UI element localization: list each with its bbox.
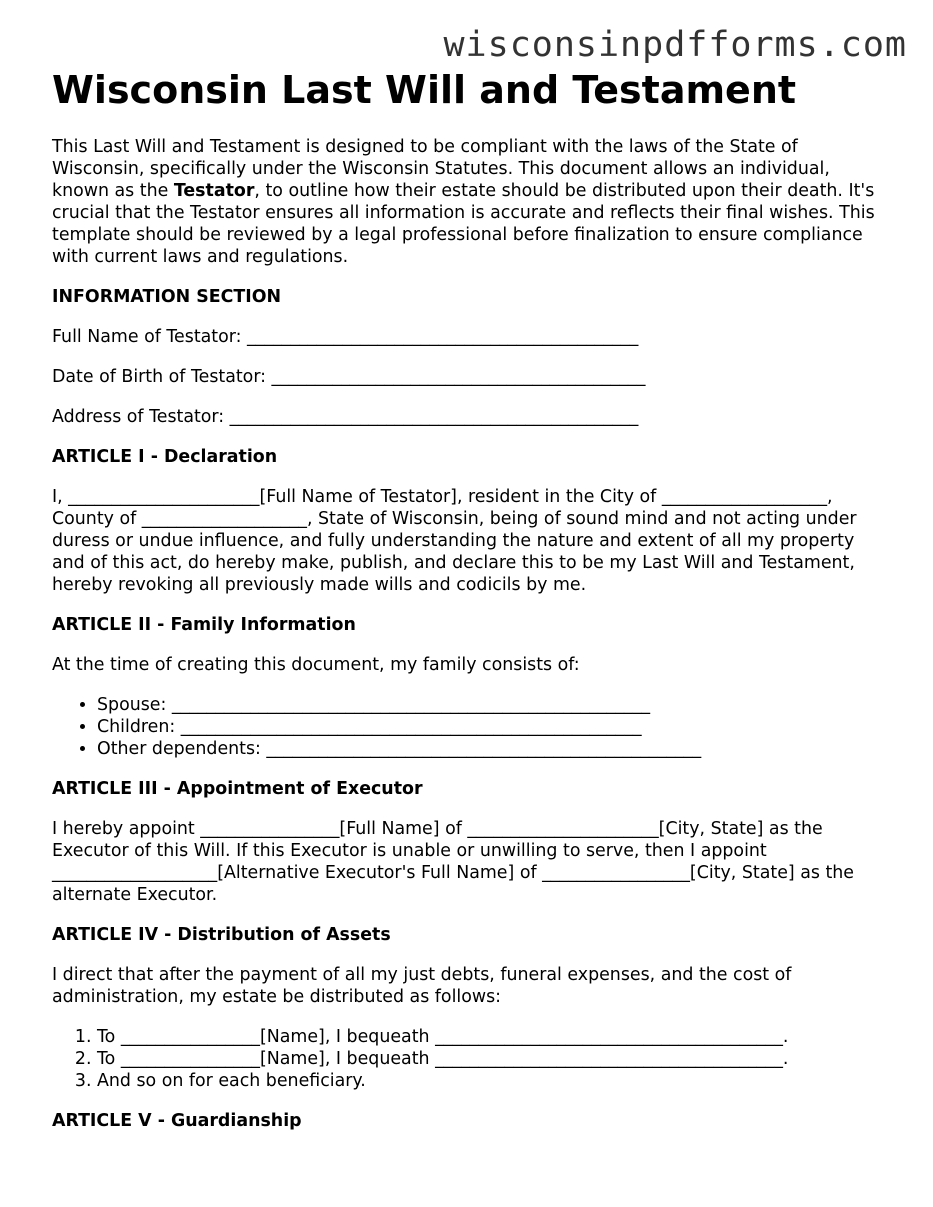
list-item: • Children: _____________________________________________________ — [97, 716, 892, 738]
list-item: 3. And so on for each beneficiary. — [97, 1070, 892, 1092]
article-1-text: I, ______________________[Full Name of Testator], resident in the City of ___________________, County of ___________________, State of Wisconsin, being of sound mind and not acting under duress or undue influence, and fully understanding the nature and extent of all my property and of this act, do hereby make, publish, and declare this to be my Last Will and Testament, hereby revoking all previously made wills and codicils by me. — [52, 487, 857, 595]
intro-paragraph — [52, 136, 892, 268]
family-list — [52, 694, 892, 760]
article-4-text: I direct that after the payment of all my just debts, funeral expenses, and the cost of administration, my estate be distributed as follows: — [52, 965, 792, 1007]
distribution-list — [52, 1026, 892, 1092]
document-title: Wisconsin Last Will and Testament — [52, 68, 797, 112]
article-5-heading: ARTICLE V - Guardianship — [52, 1111, 302, 1131]
full-name-field: Full Name of Testator: _____________________________________________ — [52, 327, 639, 347]
article-1-heading: ARTICLE I - Declaration — [52, 447, 278, 467]
intro-bold-term: Testator — [173, 181, 255, 201]
article-2-text: At the time of creating this document, my family consists of: — [52, 655, 580, 675]
list-item: • Other dependents: __________________________________________________ — [97, 738, 892, 760]
article-3-text: I hereby appoint ________________[Full Name] of ______________________[City, State] as the Executor of this Will. If this Executor is unable or unwilling to serve, then I appoint ___________________[Alternative Executor's Full Name] of _________________[City, State] as the alternate Executor. — [52, 819, 854, 905]
article-4-heading: ARTICLE IV - Distribution of Assets — [52, 925, 391, 945]
article-2-heading: ARTICLE II - Family Information — [52, 615, 356, 635]
intro-text-2: , to outline how their estate should be distributed upon their death. It's crucial that the Testator ensures all information is accurate and reflects their final wishes. This template should be reviewed by a legal professional before finalization to ensure compliance with current laws and regulations. — [52, 181, 875, 267]
site-watermark: wisconsinpdfforms.com — [443, 25, 907, 65]
list-item: 2. To ________________[Name], I bequeath ________________________________________. — [97, 1048, 892, 1070]
document-page — [52, 70, 892, 1132]
information-section-heading: INFORMATION SECTION — [52, 287, 282, 307]
article-3-heading: ARTICLE III - Appointment of Executor — [52, 779, 423, 799]
list-item: • Spouse: _______________________________________________________ — [97, 694, 892, 716]
date-of-birth-field: Date of Birth of Testator: ___________________________________________ — [52, 367, 646, 387]
address-field: Address of Testator: _______________________________________________ — [52, 407, 639, 427]
intro-text-1: This Last Will and Testament is designed to be compliant with the laws of the State of Wisconsin, specifically under the Wisconsin Statutes. This document allows an individual, known as the — [52, 137, 830, 201]
list-item: 1. To ________________[Name], I bequeath ________________________________________. — [97, 1026, 892, 1048]
